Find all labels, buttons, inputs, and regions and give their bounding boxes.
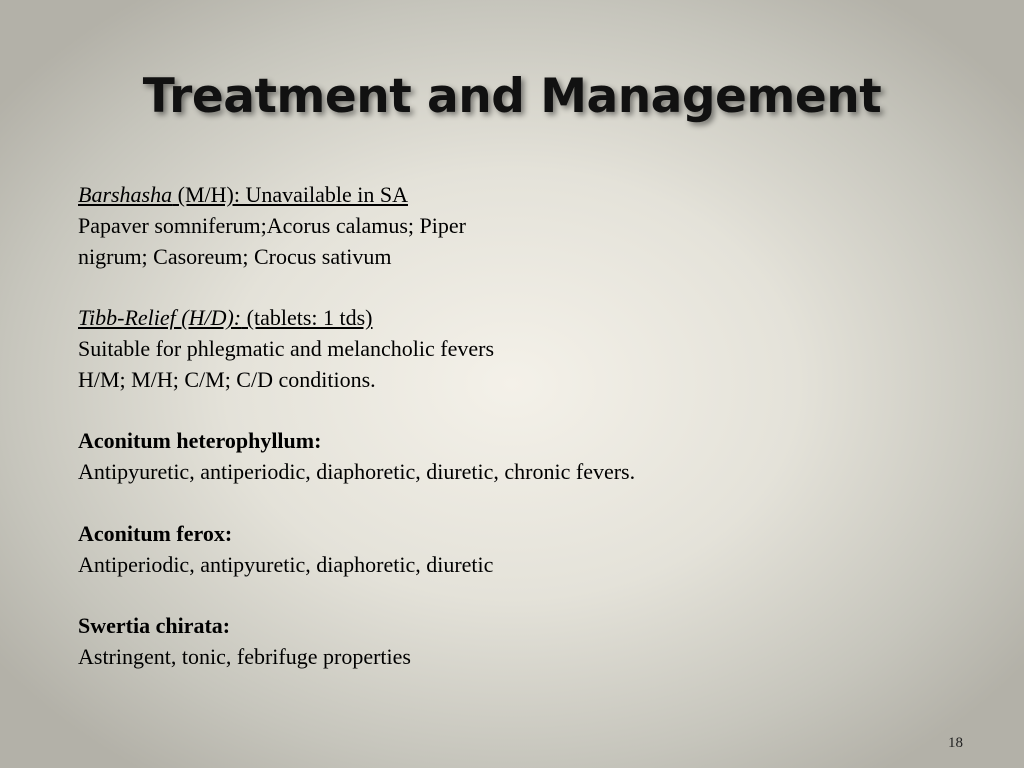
heading-rest: (tablets: 1 tds) <box>241 305 373 331</box>
section-tibb-relief <box>78 303 958 395</box>
slide-body <box>78 180 958 704</box>
section-barshasha <box>78 180 958 272</box>
section-line: Astringent, tonic, febrifuge properties <box>78 643 411 669</box>
heading-rest: (M/H): Unavailable in SA <box>172 182 408 207</box>
section-aconitum-ferox <box>78 519 958 581</box>
section-swertia-chirata <box>78 611 958 673</box>
section-heading <box>78 303 958 334</box>
heading-italic: Barshasha <box>78 182 173 207</box>
slide-title: Treatment and Management <box>142 69 882 124</box>
page-number: 18 <box>948 735 963 751</box>
section-line: H/M; M/H; C/M; C/D conditions. <box>78 366 376 392</box>
section-heading: Swertia chirata: <box>78 613 231 639</box>
section-aconitum-heterophyllum <box>78 426 958 488</box>
section-heading: Aconitum ferox: <box>78 520 233 546</box>
section-line: Papaver somniferum;Acorus calamus; Piper <box>78 212 466 238</box>
section-line: Suitable for phlegmatic and melancholic fevers <box>78 335 495 361</box>
section-line: nigrum; Casoreum; Crocus sativum <box>78 243 392 269</box>
section-line: Antipyuretic, antiperiodic, diaphoretic, diuretic, chronic fevers. <box>78 459 636 485</box>
section-heading: Aconitum heterophyllum: <box>78 428 322 454</box>
section-line: Antiperiodic, antipyuretic, diaphoretic, diuretic <box>78 551 494 577</box>
heading-italic: Tibb-Relief (H/D): <box>78 305 242 331</box>
section-heading <box>78 180 958 211</box>
